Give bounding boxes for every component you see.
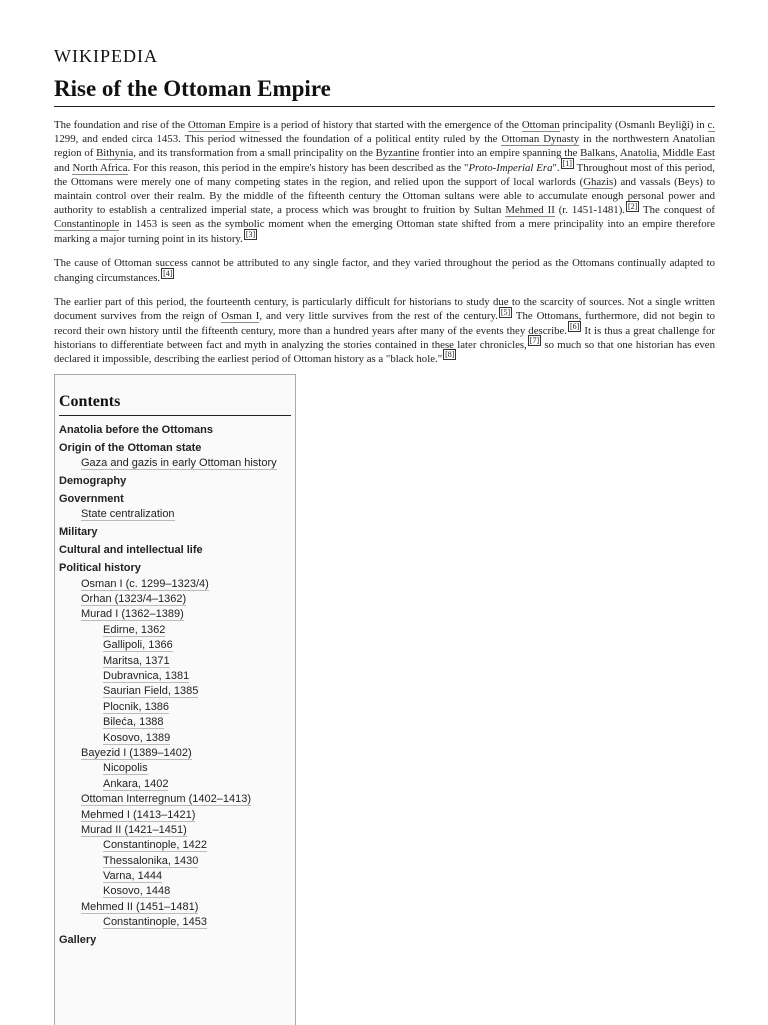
toc-item-label: Ankara, 1402 (103, 777, 169, 790)
toc-item-label: Origin of the Ottoman state (59, 441, 202, 454)
toc-item-label: Gallery (59, 934, 97, 947)
link-balkans[interactable]: Balkans (580, 147, 615, 160)
toc-item-label: Anatolia before the Ottomans (59, 423, 214, 436)
toc-divider (59, 415, 291, 416)
toc-item[interactable] (59, 607, 291, 622)
toc-item[interactable] (59, 731, 291, 746)
link-circa[interactable]: c. (707, 119, 716, 131)
toc-item-label: Varna, 1444 (103, 870, 163, 883)
paragraph-sources (54, 295, 715, 366)
toc-item[interactable] (59, 543, 291, 558)
toc-item[interactable] (59, 823, 291, 838)
toc-item-label: Maritsa, 1371 (103, 654, 170, 667)
toc-item[interactable] (59, 684, 291, 699)
toc-item[interactable] (59, 700, 291, 715)
text-run: 1299, and ended circa 1453. This period witnessed the foundation of a political entity ruled by the (54, 133, 502, 146)
text-run: The cause of Ottoman success cannot be attributed to any single factor, and they varied throughout the period as the Ottomans continually adapted to changing circumstances. (54, 257, 715, 284)
link-ottoman-empire[interactable]: Ottoman Empire (187, 119, 261, 131)
text-run: , and very little survives from the rest of the century. (259, 310, 498, 323)
toc-item-label: Demography (59, 474, 127, 487)
text-run: is a period of history that started with the emergence of the (260, 119, 522, 131)
text-run: . For this reason, this period in the empire's history has been described as the " (127, 161, 469, 174)
toc-item[interactable] (59, 638, 291, 653)
citation-3[interactable]: [3] (245, 230, 256, 240)
text-run: , and its transformation from a small principality on the (133, 147, 376, 160)
toc-item[interactable] (59, 761, 291, 776)
toc-item-label: Murad I (1362–1389) (81, 608, 184, 621)
toc-item[interactable] (59, 456, 291, 471)
toc-item-label: Military (59, 526, 98, 539)
link-ghazis[interactable]: Ghazis (583, 175, 614, 188)
toc-item[interactable] (59, 654, 291, 669)
link-osman-i[interactable]: Osman I (221, 310, 260, 323)
toc-item[interactable] (59, 423, 291, 438)
toc-item-label: Dubravnica, 1381 (103, 670, 190, 683)
toc-item[interactable] (59, 777, 291, 792)
toc-item-label: Mehmed I (1413–1421) (81, 808, 196, 821)
toc-item-label: Kosovo, 1448 (103, 885, 171, 898)
link-ottoman-dynasty[interactable]: Ottoman Dynasty (501, 133, 580, 146)
toc-item[interactable] (59, 492, 291, 507)
page-title: Rise of the Ottoman Empire (54, 76, 331, 101)
citation-8[interactable]: [8] (445, 350, 455, 360)
text-run: The conquest of (639, 204, 715, 217)
text-run: The earlier part of this period, the fourteenth century, is particularly difficult for historians to study due to the scarcity of sources. Not a single written document survives from the reign of (54, 296, 715, 323)
toc-item[interactable] (59, 854, 291, 869)
wikipedia-wordmark[interactable]: WIKIPEDIA (54, 46, 158, 66)
link-constantinople[interactable]: Constantinople (54, 218, 120, 231)
toc-item[interactable] (59, 792, 291, 807)
text-run: in 1453 is seen as the symbolic moment when the emerging Ottoman state shifted from a mere principality into an empire therefore marking a major turning point in its history. (54, 218, 715, 245)
toc-item[interactable] (59, 715, 291, 730)
text-run: in the northwestern Anatolian region of (54, 133, 715, 160)
toc-item-label: Bayezid I (1389–1402) (81, 746, 192, 759)
toc-item[interactable] (59, 838, 291, 853)
toc-item[interactable] (59, 900, 291, 915)
paragraph-causes (54, 256, 715, 284)
toc-item-label: Edirne, 1362 (103, 623, 166, 636)
toc-item-label: Gallipoli, 1366 (103, 639, 173, 652)
text-run: It is thus a great challenge for historians to differentiate between fact and myth in analyzing the stories contained in these later chronicles, (54, 324, 715, 351)
toc-item[interactable] (59, 869, 291, 884)
text-run: , (614, 147, 620, 160)
toc-item-label: Gaza and gazis in early Ottoman history (81, 456, 277, 469)
toc-list (59, 420, 291, 949)
toc-item[interactable] (59, 561, 291, 576)
toc-item-label: Constantinople, 1453 (103, 916, 207, 929)
toc-item-label: Political history (59, 562, 141, 575)
toc-item[interactable] (59, 577, 291, 592)
article-body (54, 118, 715, 377)
citation-1[interactable]: [1] (562, 159, 572, 169)
text-run: frontier into an empire spanning the (419, 147, 581, 160)
toc-item-label: Nicopolis (103, 762, 148, 775)
toc-item-label: Ottoman Interregnum (1402–1413) (81, 793, 251, 806)
text-run: Throughout most of this period, the Ottomans were merely one of many competing states in the region, and relied upon the support of local warlords ( (54, 161, 715, 188)
toc-item-label: Government (59, 492, 124, 505)
toc-item-label: Orhan (1323/4–1362) (81, 593, 187, 606)
citation-4[interactable]: [4] (163, 268, 173, 278)
toc-item[interactable] (59, 915, 291, 930)
toc-item[interactable] (59, 808, 291, 823)
toc-item-label: Mehmed II (1451–1481) (81, 900, 199, 913)
link-mehmed-ii[interactable]: Mehmed II (505, 204, 555, 217)
toc-item[interactable] (59, 592, 291, 607)
toc-item[interactable] (59, 933, 291, 948)
citation-2[interactable]: [2] (628, 201, 638, 211)
text-run: The foundation and rise of the (54, 119, 188, 131)
link-anatolia[interactable]: Anatolia (619, 147, 658, 160)
toc-item[interactable] (59, 474, 291, 489)
toc-item[interactable] (59, 884, 291, 899)
citation-5[interactable]: [5] (500, 307, 511, 317)
text-run: so much so that one historian has even declared it impossible, describing the earliest period of Ottoman history as a "black hole." (54, 338, 715, 366)
text-run: principality (Osmanlı Beyliği) in (559, 119, 708, 131)
link-ottoman[interactable]: Ottoman (521, 119, 560, 131)
table-of-contents (54, 374, 296, 1025)
citation-6[interactable]: [6] (569, 322, 580, 332)
toc-item-label: State centralization (81, 508, 175, 521)
text-run: and (54, 161, 73, 174)
text-run: ". (552, 161, 560, 174)
toc-item-label: Murad II (1421–1451) (81, 823, 187, 836)
toc-item-label: Thessalonika, 1430 (103, 854, 199, 867)
toc-item[interactable] (59, 746, 291, 761)
link-bithynia[interactable]: Bithynia (96, 147, 134, 160)
link-north-africa[interactable]: North Africa (72, 161, 128, 174)
title-divider (54, 106, 715, 107)
text-italic: Proto-Imperial Era (468, 161, 553, 174)
toc-item[interactable] (59, 669, 291, 684)
paragraph-intro (54, 118, 715, 246)
toc-item[interactable] (59, 525, 291, 540)
text-run: , (657, 147, 663, 160)
text-run: The Ottomans, furthermore, did not begin to record their own history until the fifteenth century, more than a hundred years after many of the events they describe. (54, 310, 715, 337)
toc-item-label: Plocnik, 1386 (103, 700, 170, 713)
toc-item[interactable] (59, 441, 291, 456)
toc-item-label: Constantinople, 1422 (103, 839, 207, 852)
toc-item-label: Bileća, 1388 (103, 716, 164, 729)
citation-7[interactable]: [7] (529, 336, 540, 346)
toc-item-label: Kosovo, 1389 (103, 731, 171, 744)
link-middle-east[interactable]: Middle East (662, 147, 715, 160)
toc-title: Contents (59, 393, 121, 410)
text-run: (r. 1451-1481). (554, 204, 625, 217)
toc-item[interactable] (59, 507, 291, 522)
toc-item-label: Cultural and intellectual life (59, 544, 203, 557)
text-run: ) and vassals (Beys) to maintain control over their realm. By the middle of the fifteenth century the Ottoman sultans were able to accumulate enough personal power and authority to establish a centralized imperial state, a process which was brought to fruition by Sultan (54, 175, 715, 217)
toc-item[interactable] (59, 623, 291, 638)
toc-item-label: Osman I (c. 1299–1323/4) (81, 577, 209, 590)
link-byzantine[interactable]: Byzantine (375, 147, 420, 160)
toc-item-label: Saurian Field, 1385 (103, 685, 199, 698)
